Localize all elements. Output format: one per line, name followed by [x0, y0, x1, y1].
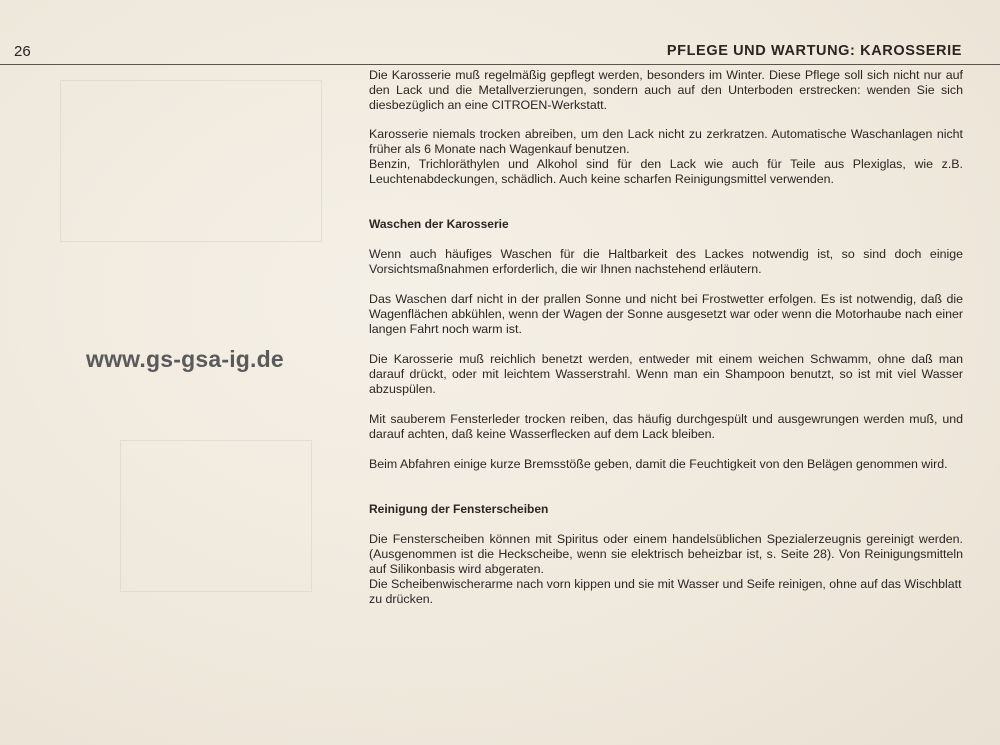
watermark-url: www.gs-gsa-ig.de — [86, 346, 284, 372]
page-number: 26 — [14, 43, 31, 60]
washing-heading: Waschen der Karosserie — [369, 217, 509, 231]
bleed-through-frame-2 — [120, 440, 312, 592]
windows-paragraph-2: Die Scheibenwischerarme nach vorn kippen und sie mit Wasser und Seife reinigen, ohne auf das Wischblatt zu drücken. — [369, 577, 962, 606]
windows-paragraph-1: Die Fensterscheiben können mit Spiritus oder einem handelsüblichen Spezialerzeugnis gereinigt werden. (Ausgenommen ist die Heckscheibe, wenn sie elektrisch beheizbar ist, s. Seite 28). Von Reinigungsmitteln auf Silikonbasis wird abgeraten. — [369, 532, 963, 576]
washing-paragraph-5: Beim Abfahren einige kurze Bremsstöße geben, damit die Feuchtigkeit von den Belägen genommen wird. — [369, 457, 948, 471]
bleed-through-frame-1 — [60, 80, 322, 242]
intro-paragraph-1: Die Karosserie muß regelmäßig gepflegt werden, besonders im Winter. Diese Pflege soll sich nicht nur auf den Lack und die Metallverzierungen, sondern auch auf den Unterboden erstrecken: wenden Sie sich diesbezüglich an eine CITROEN-Werkstatt. — [369, 68, 963, 112]
section-title: PFLEGE UND WARTUNG: KAROSSERIE — [666, 43, 962, 59]
windows-heading: Reinigung der Fensterscheiben — [369, 502, 549, 516]
spacer — [369, 487, 963, 502]
header-rule — [0, 64, 1000, 65]
washing-paragraph-4: Mit sauberem Fensterleder trocken reiben, das häufig durchgespült und ausgewrungen werden muß, und darauf achten, daß keine Wasserflecken auf dem Lack bleiben. — [369, 412, 963, 441]
washing-paragraph-1: Wenn auch häufiges Waschen für die Haltbarkeit des Lackes notwendig ist, so sind doch einige Vorsichtsmaßnahmen erforderlich, die wir Ihnen nachstehend erläutern. — [369, 247, 963, 276]
washing-paragraph-3: Die Karosserie muß reichlich benetzt werden, entweder mit einem weichen Schwamm, ohne daß man darauf drückt, oder mit leichtem Wasserstrahl. Wenn man ein Shampoon benutzt, so ist mit viel Wasser abzuspülen. — [369, 352, 963, 396]
spacer — [369, 202, 963, 217]
intro-paragraph-2: Karosserie niemals trocken abreiben, um den Lack nicht zu zerkratzen. Automatische Waschanlagen nicht früher als 6 Monate nach Wagenkauf benutzen. — [369, 127, 963, 156]
washing-paragraph-2: Das Waschen darf nicht in der prallen Sonne und nicht bei Frostwetter erfolgen. Es ist notwendig, daß die Wagenflächen abkühlen, wenn der Wagen der Sonne ausgesetzt war oder wenn die Motorhaube nach einer langen Fahrt noch warm ist. — [369, 292, 963, 336]
intro-paragraph-3: Benzin, Trichloräthylen und Alkohol sind für den Lack wie auch für Teile aus Plexiglas, wie z.B. Leuchtenabdeckungen, schädlich. Auch keine scharfen Reinigungsmittel verwenden. — [369, 157, 963, 186]
body-text — [369, 68, 963, 622]
